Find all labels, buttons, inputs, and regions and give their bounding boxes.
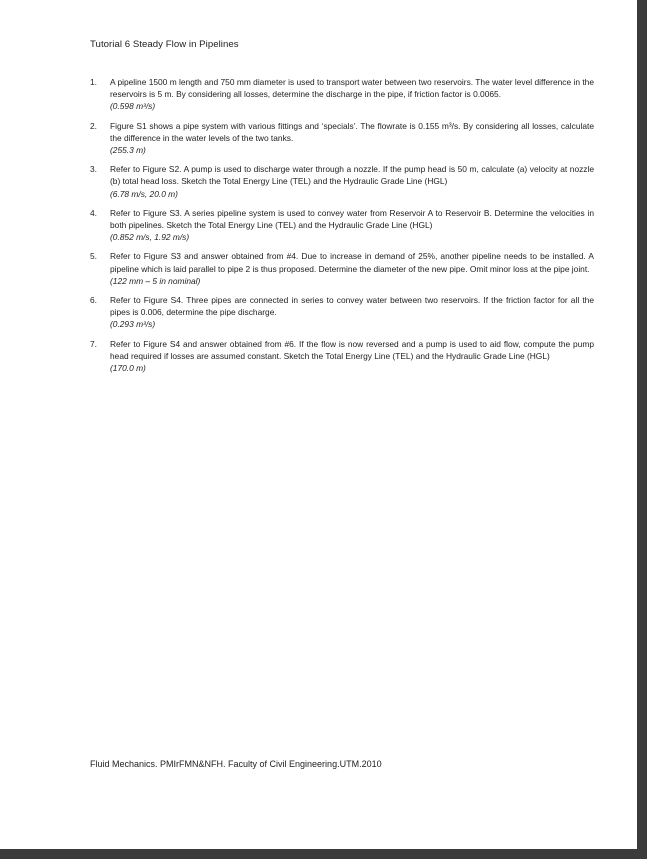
question-number: 1.: [90, 77, 97, 87]
question-item: [90, 76, 594, 113]
question-text: A pipeline 1500 m length and 750 mm diameter is used to transport water between two reservoirs. The water level difference in the reservoirs is 5 m. By considering all losses, determine the discharge in the pipe, if friction factor is 0.0065.: [110, 77, 594, 100]
question-answer: (6.78 m/s, 20.0 m): [110, 188, 178, 199]
question-answer: (122 mm – 5 in nominal): [110, 275, 201, 286]
question-list: [90, 76, 594, 381]
question-text: Refer to Figure S4. Three pipes are connected in series to convey water between two reservoirs. If the friction factor for all the pipes is 0.006, determine the pipe discharge.: [110, 295, 594, 318]
question-item: [90, 207, 594, 244]
question-answer: (0.598 m³/s): [110, 101, 156, 112]
question-text: Figure S1 shows a pipe system with various fittings and ‘specials’. The flowrate is 0.155 m³/s. By considering all losses, calculate the difference in the water levels of the two tanks.: [110, 120, 594, 143]
question-item: [90, 163, 594, 200]
question-item: [90, 294, 594, 331]
question-answer: (255.3 m): [110, 145, 146, 156]
question-text: Refer to Figure S3 and answer obtained from #4. Due to increase in demand of 25%, another pipeline needs to be installed. A pipeline which is laid parallel to pipe 2 is thus proposed. Determine the diameter of the new pipe. Omit minor loss at the pipe joint.: [110, 251, 594, 274]
question-answer: (0.293 m³/s): [110, 319, 156, 330]
question-number: 7.: [90, 338, 97, 349]
question-answer: (0.852 m/s, 1.92 m/s): [110, 232, 190, 243]
question-number: 4.: [90, 207, 97, 218]
question-number: 6.: [90, 295, 97, 306]
question-item: [90, 120, 594, 157]
question-text: Refer to Figure S3. A series pipeline system is used to convey water from Reservoir A to Reservoir B. Determine the velocities in both pipelines. Sketch the Total Energy Line (TEL) and the Hydraulic Grade Line (HGL): [110, 207, 594, 231]
question-item: [90, 250, 594, 287]
question-number: 5.: [90, 251, 97, 262]
page-footer: Fluid Mechanics. PMIrFMN&NFH. Faculty of Civil Engineering.UTM.2010: [90, 759, 382, 769]
question-number: 3.: [90, 164, 97, 175]
question-answer: (170.0 m): [110, 363, 146, 374]
question-text: Refer to Figure S2. A pump is used to discharge water through a nozzle. If the pump head is 50 m, calculate (a) velocity at nozzle (b) total head loss. Sketch the Total Energy Line (TEL) and the Hydraulic Grade Line (HGL): [110, 164, 594, 187]
question-text: Refer to Figure S4 and answer obtained from #6. If the flow is now reversed and a pump is used to aid flow, compute the pump head required if losses are assumed constant. Sketch the Total Energy Line (TEL) and the Hydraulic Grade Line (HGL): [110, 338, 594, 361]
question-number: 2.: [90, 120, 97, 131]
question-item: [90, 338, 594, 375]
page-header: Tutorial 6 Steady Flow in Pipelines: [90, 39, 239, 50]
